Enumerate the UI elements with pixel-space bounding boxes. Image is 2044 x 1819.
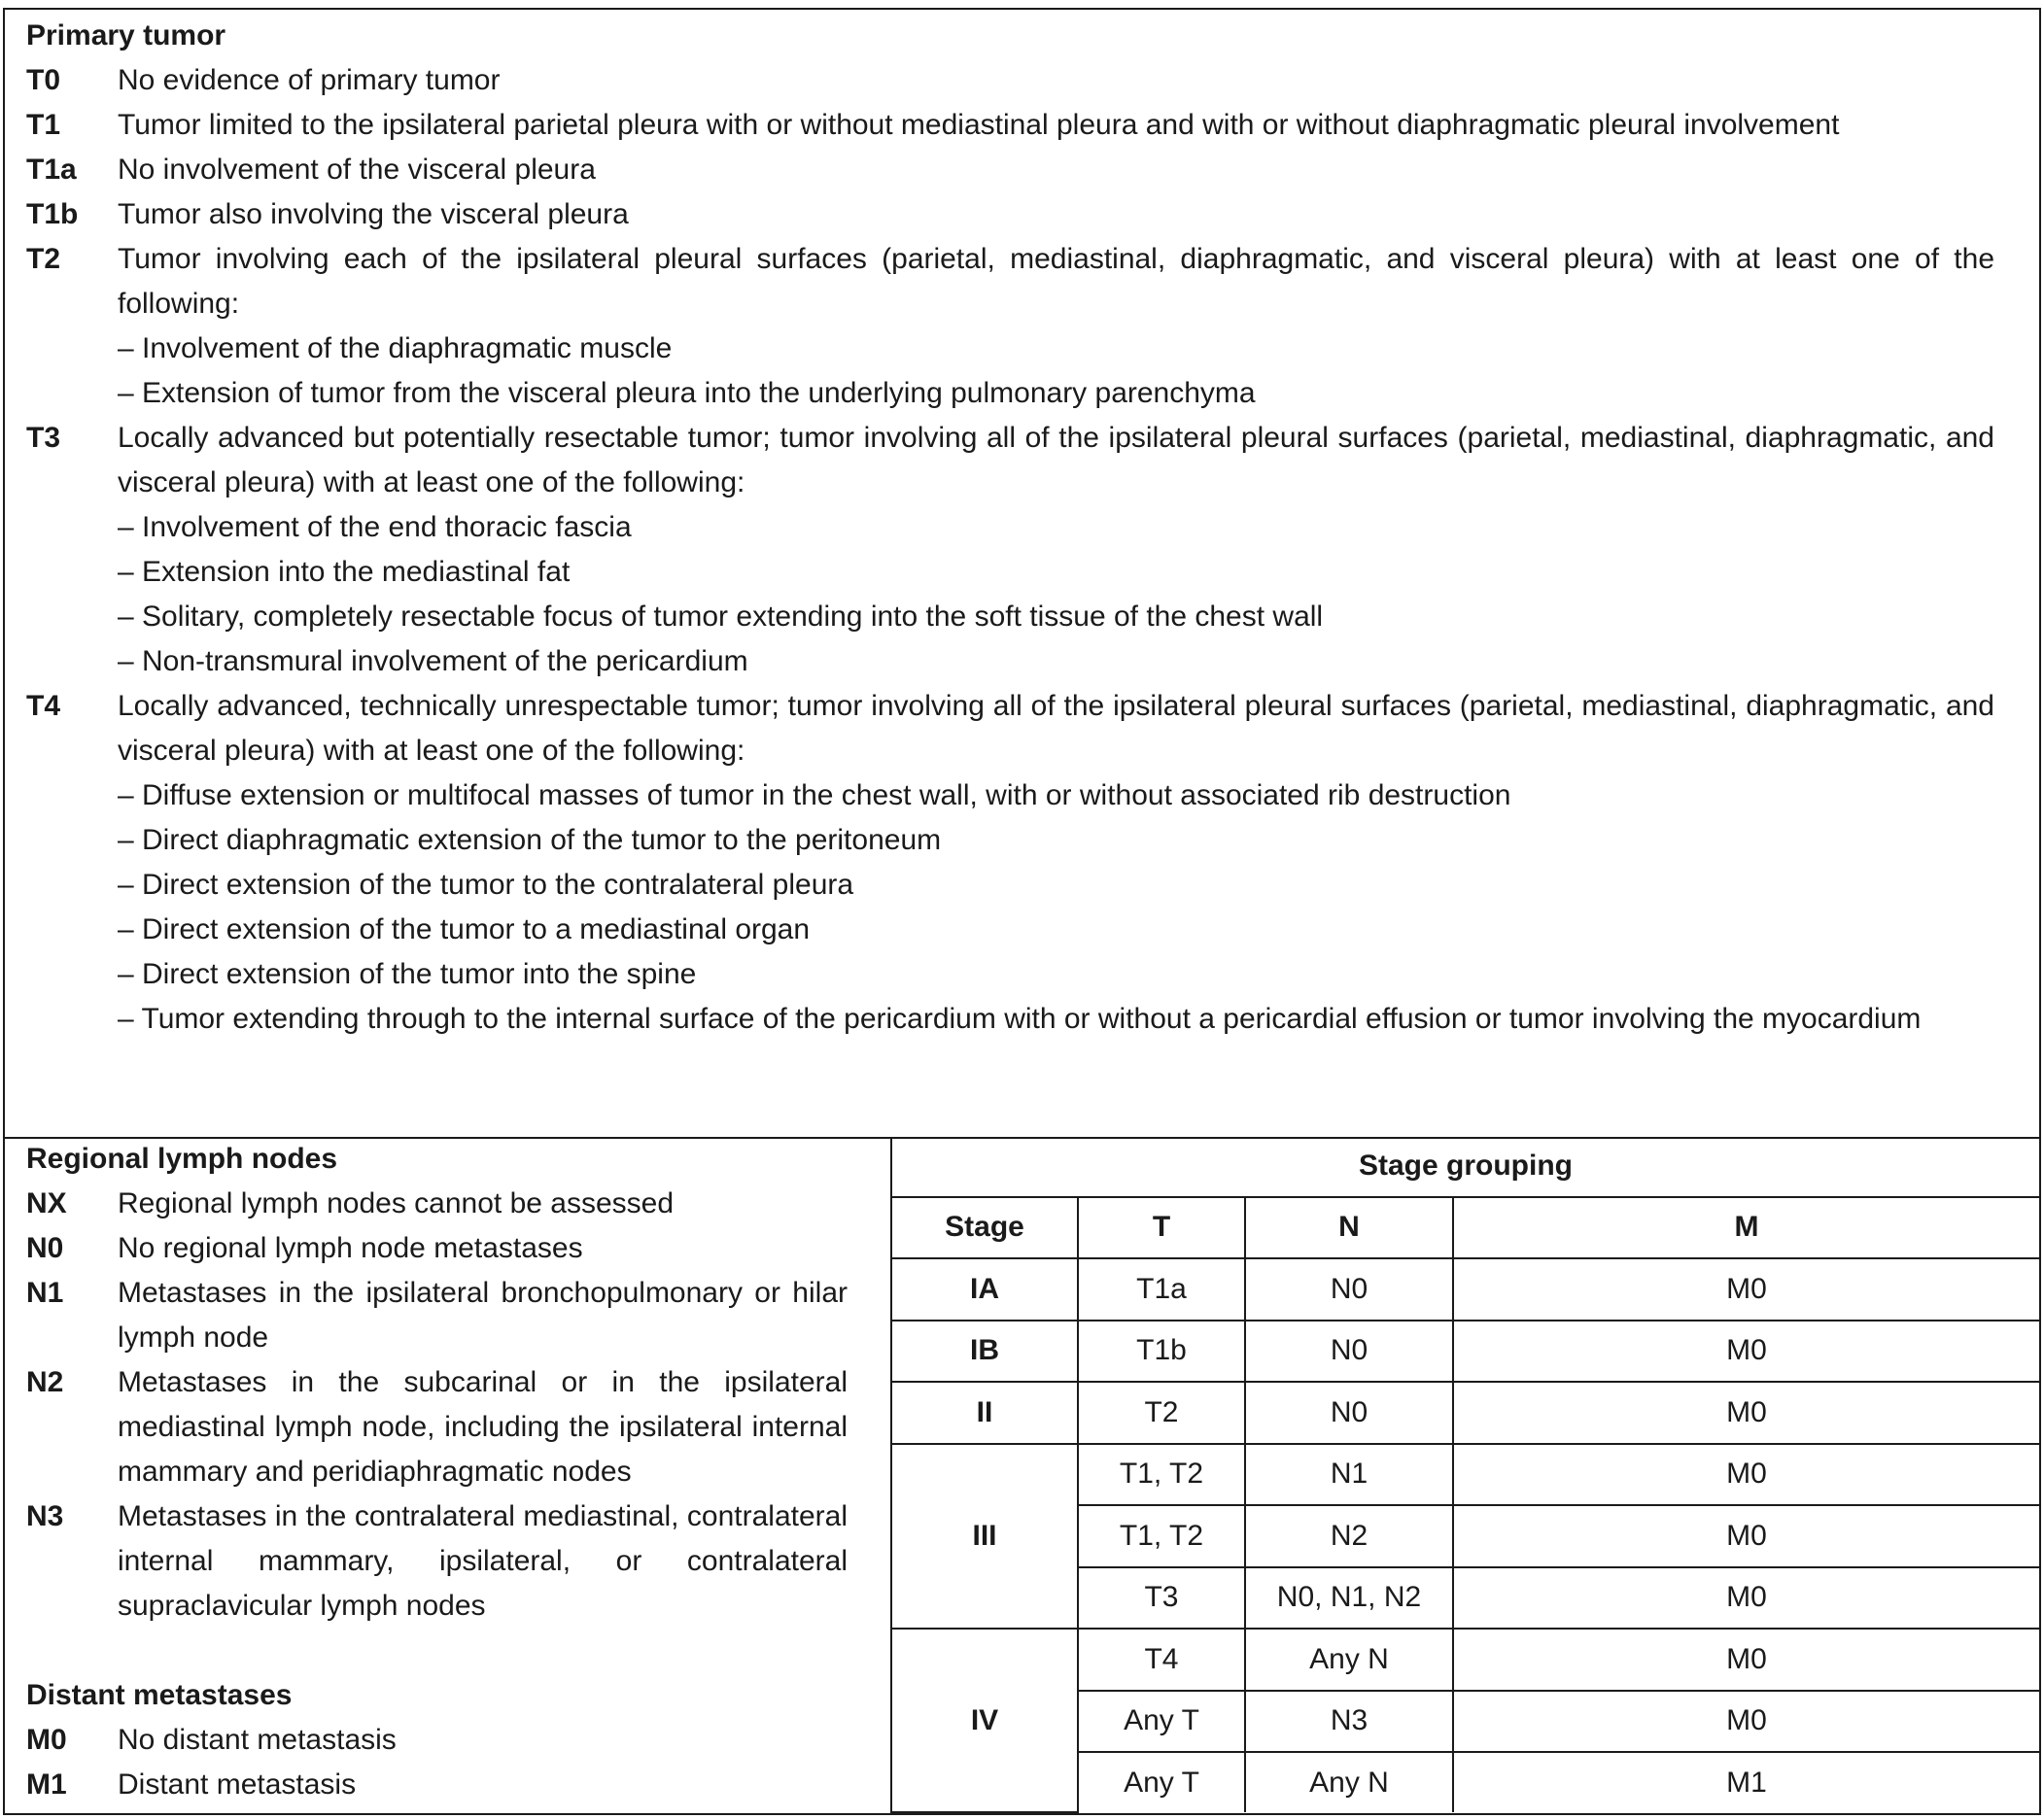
n-cell: N0	[1245, 1321, 1453, 1383]
tumor-description	[118, 684, 1994, 1042]
m-cell: M0	[1453, 1691, 2039, 1753]
tumor-code: T1a	[26, 154, 77, 186]
tumor-row-t1b	[26, 192, 1994, 237]
tumor-description	[118, 192, 1994, 237]
tumor-row-t1a	[26, 148, 1994, 192]
tumor-bullet: – Extension of tumor from the visceral pleura into the underlying pulmonary parenchyma	[118, 377, 1256, 409]
tumor-description	[118, 148, 1994, 192]
t-cell: T2	[1078, 1382, 1245, 1444]
tumor-code: T4	[26, 690, 61, 722]
stage-row	[892, 1382, 2039, 1444]
tumor-bullet: – Direct extension of the tumor to the contralateral pleura	[118, 869, 854, 901]
tumor-text: No involvement of the visceral pleura	[118, 154, 596, 186]
m-cell: M0	[1453, 1444, 2039, 1506]
node-description	[118, 1360, 848, 1494]
tumor-text: Tumor also involving the visceral pleura	[118, 198, 629, 230]
stage-grouping-table	[892, 1137, 2039, 1813]
m-cell: M0	[1453, 1505, 2039, 1567]
header-stage: Stage	[892, 1197, 1078, 1259]
node-row-n1	[26, 1271, 848, 1360]
t-cell: T1, T2	[1078, 1505, 1245, 1567]
tumor-bullet: – Solitary, completely resectable focus of tumor extending into the soft tissue of the chest wall	[118, 601, 1324, 633]
stage-row	[892, 1258, 2039, 1321]
header-n: N	[1245, 1197, 1453, 1259]
m-cell: M0	[1453, 1567, 2039, 1630]
tumor-bullet: – Tumor extending through to the internal surface of the pericardium with or without a pericardial effusion or tumor involving the myocardium	[118, 1003, 1922, 1035]
node-description	[118, 1226, 848, 1271]
tumor-bullet: – Involvement of the diaphragmatic muscle	[118, 332, 673, 364]
primary-tumor-list	[26, 58, 1994, 1042]
tumor-bullet: – Extension into the mediastinal fat	[118, 556, 571, 588]
tumor-text: Tumor involving each of the ipsilateral pleural surfaces (parietal, mediastinal, diaphragmatic, and visceral pleura) with at least one of the following:	[118, 243, 1994, 320]
tumor-text: No evidence of primary tumor	[118, 64, 501, 96]
tumor-code: T1b	[26, 198, 79, 230]
metastasis-row-m0	[26, 1718, 848, 1763]
node-code: N1	[26, 1277, 64, 1309]
tumor-text: Locally advanced but potentially resectable tumor; tumor involving all of the ipsilateral pleural surfaces (parietal, mediastinal, diaphragmatic, and visceral pleura) with at least one of the following:	[118, 422, 1994, 498]
t-cell: T1a	[1078, 1258, 1245, 1321]
tumor-bullet: – Diffuse extension or multifocal masses of tumor in the chest wall, with or without associated rib destruction	[118, 779, 1511, 811]
node-row-n3	[26, 1494, 848, 1629]
header-t: T	[1078, 1197, 1245, 1259]
tumor-text: Locally advanced, technically unrespectable tumor; tumor involving all of the ipsilateral pleural surfaces (parietal, mediastinal, diaphragmatic, and visceral pleura) with at least one of the following:	[118, 690, 1994, 767]
node-code: N3	[26, 1500, 64, 1532]
stage-grouping-title-row	[892, 1137, 2039, 1197]
metastasis-row-m1	[26, 1763, 848, 1807]
n-cell: N2	[1245, 1505, 1453, 1567]
m-cell: M1	[1453, 1752, 2039, 1812]
node-text: No regional lymph node metastases	[118, 1232, 583, 1264]
n-cell: N1	[1245, 1444, 1453, 1506]
node-description	[118, 1182, 848, 1226]
tumor-bullet: – Direct extension of the tumor to a mediastinal organ	[118, 913, 811, 945]
tumor-row-t2	[26, 237, 1994, 416]
t-cell: Any T	[1078, 1752, 1245, 1812]
node-row-nx	[26, 1182, 848, 1226]
stage-cell: II	[892, 1382, 1078, 1444]
n-cell: N0, N1, N2	[1245, 1567, 1453, 1630]
metastasis-code: M1	[26, 1768, 67, 1801]
distant-metastases-title: Distant metastases	[26, 1679, 293, 1711]
stage-cell: IB	[892, 1321, 1078, 1383]
metastasis-description	[118, 1763, 848, 1807]
node-code: NX	[26, 1187, 67, 1219]
tumor-bullet: – Non-transmural involvement of the pericardium	[118, 645, 748, 677]
t-cell: T1, T2	[1078, 1444, 1245, 1506]
nodes-metastases-section	[5, 1137, 892, 1813]
tumor-code: T1	[26, 109, 61, 141]
stage-cell: IA	[892, 1258, 1078, 1321]
staging-document	[3, 8, 2041, 1815]
tumor-row-t1	[26, 103, 1994, 148]
stage-grouping-title: Stage grouping	[892, 1137, 2039, 1197]
node-row-n2	[26, 1360, 848, 1494]
tumor-description	[118, 103, 1994, 148]
t-cell: T3	[1078, 1567, 1245, 1630]
tumor-code: T2	[26, 243, 61, 275]
n-cell: Any N	[1245, 1752, 1453, 1812]
node-code: N0	[26, 1232, 64, 1264]
metastasis-text: No distant metastasis	[118, 1724, 397, 1756]
node-description	[118, 1494, 848, 1629]
tumor-description	[118, 416, 1994, 684]
m-cell: M0	[1453, 1382, 2039, 1444]
m-cell: M0	[1453, 1258, 2039, 1321]
regional-nodes-list	[26, 1182, 848, 1629]
metastasis-code: M0	[26, 1724, 67, 1756]
tumor-description	[118, 58, 1994, 103]
tumor-code: T0	[26, 64, 61, 96]
tumor-text: Tumor limited to the ipsilateral parietal pleura with or without mediastinal pleura and with or without diaphragmatic pleural involvement	[118, 109, 1840, 141]
stage-row	[892, 1321, 2039, 1383]
m-cell: M0	[1453, 1629, 2039, 1691]
node-row-n0	[26, 1226, 848, 1271]
node-code: N2	[26, 1366, 64, 1398]
tumor-bullet: – Direct diaphragmatic extension of the tumor to the peritoneum	[118, 824, 942, 856]
metastasis-description	[118, 1718, 848, 1763]
spacer	[26, 1629, 848, 1673]
header-m: M	[1453, 1197, 2039, 1259]
stage-cell: III	[892, 1444, 1078, 1630]
t-cell: T4	[1078, 1629, 1245, 1691]
stage-grouping-header-row	[892, 1197, 2039, 1259]
primary-tumor-title: Primary tumor	[26, 19, 226, 51]
n-cell: Any N	[1245, 1629, 1453, 1691]
t-cell: Any T	[1078, 1691, 1245, 1753]
stage-row	[892, 1444, 2039, 1506]
tumor-bullet: – Involvement of the end thoracic fascia	[118, 511, 632, 543]
node-text: Metastases in the subcarinal or in the ipsilateral mediastinal lymph node, including the ipsilateral internal mammary and peridiaphragmatic nodes	[118, 1366, 848, 1488]
tumor-row-t3	[26, 416, 1994, 684]
primary-tumor-section	[5, 10, 2039, 1139]
tumor-bullet: – Direct extension of the tumor into the spine	[118, 958, 697, 990]
t-cell: T1b	[1078, 1321, 1245, 1383]
tumor-description	[118, 237, 1994, 416]
stage-cell: IV	[892, 1629, 1078, 1812]
tumor-code: T3	[26, 422, 61, 454]
n-cell: N3	[1245, 1691, 1453, 1753]
node-description	[118, 1271, 848, 1360]
n-cell: N0	[1245, 1258, 1453, 1321]
node-text: Metastases in the ipsilateral bronchopulmonary or hilar lymph node	[118, 1277, 848, 1354]
m-cell: M0	[1453, 1321, 2039, 1383]
tumor-row-t4	[26, 684, 1994, 1042]
metastasis-text: Distant metastasis	[118, 1768, 357, 1801]
node-text: Regional lymph nodes cannot be assessed	[118, 1187, 675, 1219]
stage-grouping-panel	[892, 1137, 2039, 1813]
regional-nodes-title: Regional lymph nodes	[26, 1143, 338, 1175]
n-cell: N0	[1245, 1382, 1453, 1444]
tumor-row-t0	[26, 58, 1994, 103]
stage-row	[892, 1629, 2039, 1691]
distant-metastases-list	[26, 1718, 848, 1807]
node-text: Metastases in the contralateral mediastinal, contralateral internal mammary, ipsilateral, or contralateral supraclavicular lymph nodes	[118, 1500, 848, 1622]
